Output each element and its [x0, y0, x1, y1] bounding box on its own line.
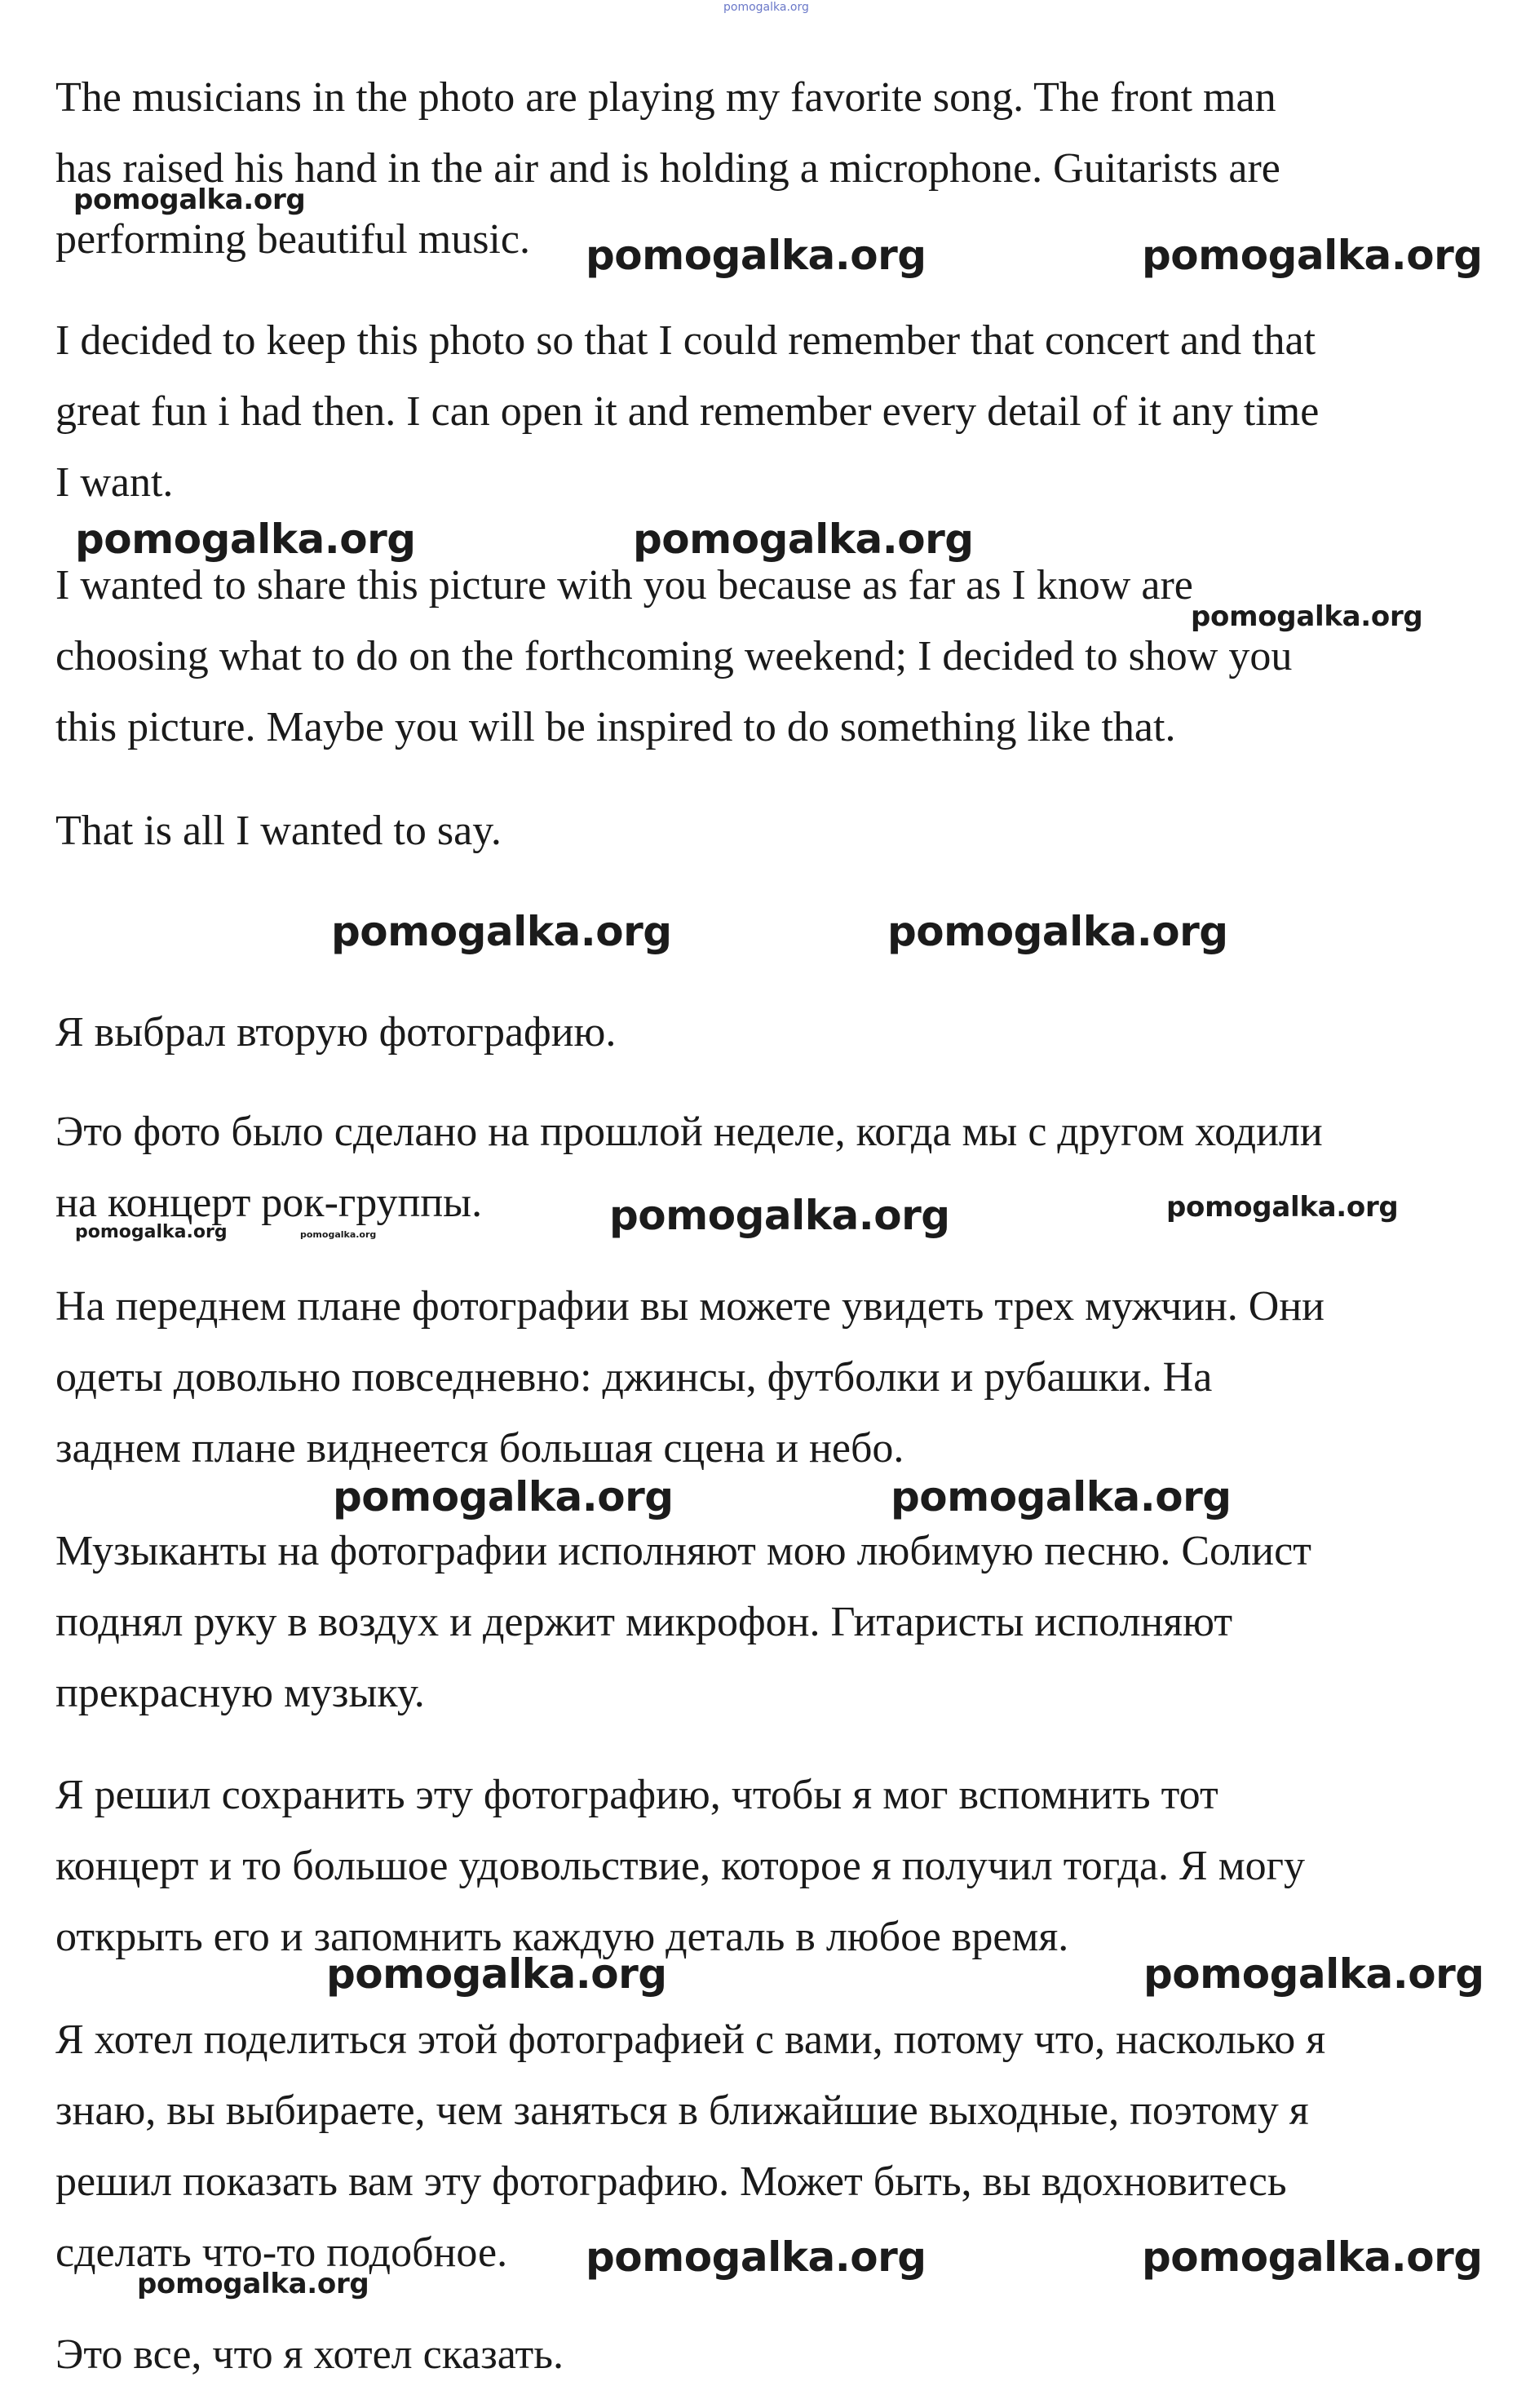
watermark-text: pomogalka.org — [300, 1229, 377, 1240]
watermark-text: pomogalka.org — [1142, 232, 1483, 279]
watermark-text: pomogalka.org — [586, 2233, 926, 2281]
paragraph-share-picture-ru: Я хотел поделиться этой фотографией с вами, потому что, насколько я знаю, вы выбираете, чем заняться в ближайшие выходные, поэтому я решил показать вам эту фотографию. Может быть, вы вдохновитесь сделать что-то подобное. — [55, 2016, 1326, 2276]
watermark-text: pomogalka.org — [1191, 600, 1423, 633]
paragraph-photo-taken-ru: Это фото было сделано на прошлой неделе, когда мы с другом ходили на концерт рок-группы. — [55, 1109, 1323, 1226]
paragraph-keep-photo: I decided to keep this photo so that I could remember that concert and that great fun i had then. I can open it and remember every detail of it any time I want. — [55, 317, 1320, 506]
watermark-text: pomogalka.org — [1143, 1950, 1484, 1998]
watermark-text: pomogalka.org — [333, 1473, 674, 1520]
watermark-text: pomogalka.org — [73, 184, 306, 216]
paragraph-closing-en: That is all I wanted to say. — [55, 808, 502, 854]
paragraph-share-picture: I wanted to share this picture with you because as far as I know are choosing what to do on the forthcoming weekend; I decided to show you this picture. Maybe you will be inspired to do something like that. — [55, 562, 1293, 750]
watermark-text: pomogalka.org — [1166, 1191, 1399, 1224]
paragraph-musicians: The musicians in the photo are playing my favorite song. The front man has raised his hand in the air and is holding a microphone. Guitarists are performing beautiful music. — [55, 74, 1280, 263]
watermark-text: pomogalka.org — [326, 1950, 667, 1998]
watermark-text: pomogalka.org — [609, 1192, 950, 1239]
watermark-text: pomogalka.org — [586, 232, 926, 279]
watermark-text: pomogalka.org — [75, 516, 416, 563]
watermark-text: pomogalka.org — [633, 516, 974, 563]
paragraph-musicians-ru: Музыканты на фотографии исполняют мою любимую песню. Солист поднял руку в воздух и держит микрофон. Гитаристы исполняют прекрасную музыку. — [55, 1528, 1311, 1716]
paragraph-chose-photo-ru: Я выбрал вторую фотографию. — [55, 1009, 617, 1056]
watermark-text: pomogalka.org — [75, 1222, 228, 1242]
watermark-text: pomogalka.org — [887, 908, 1228, 955]
paragraph-keep-photo-ru: Я решил сохранить эту фотографию, чтобы я мог вспомнить тот концерт и то большое удовольствие, которое я получил тогда. Я могу открыть его и запомнить каждую деталь в любое время. — [55, 1772, 1305, 1960]
watermark-text: pomogalka.org — [723, 1, 809, 14]
watermark-text: pomogalka.org — [891, 1473, 1232, 1520]
watermark-text: pomogalka.org — [1142, 2233, 1483, 2281]
watermark-text: pomogalka.org — [137, 2268, 369, 2300]
paragraph-foreground-ru: На переднем плане фотографии вы можете увидеть трех мужчин. Они одеты довольно повседневно: джинсы, футболки и рубашки. На заднем плане виднеется большая сцена и небо. — [55, 1283, 1325, 1472]
paragraph-closing-ru: Это все, что я хотел сказать. — [55, 2331, 564, 2378]
watermark-text: pomogalka.org — [331, 908, 672, 955]
